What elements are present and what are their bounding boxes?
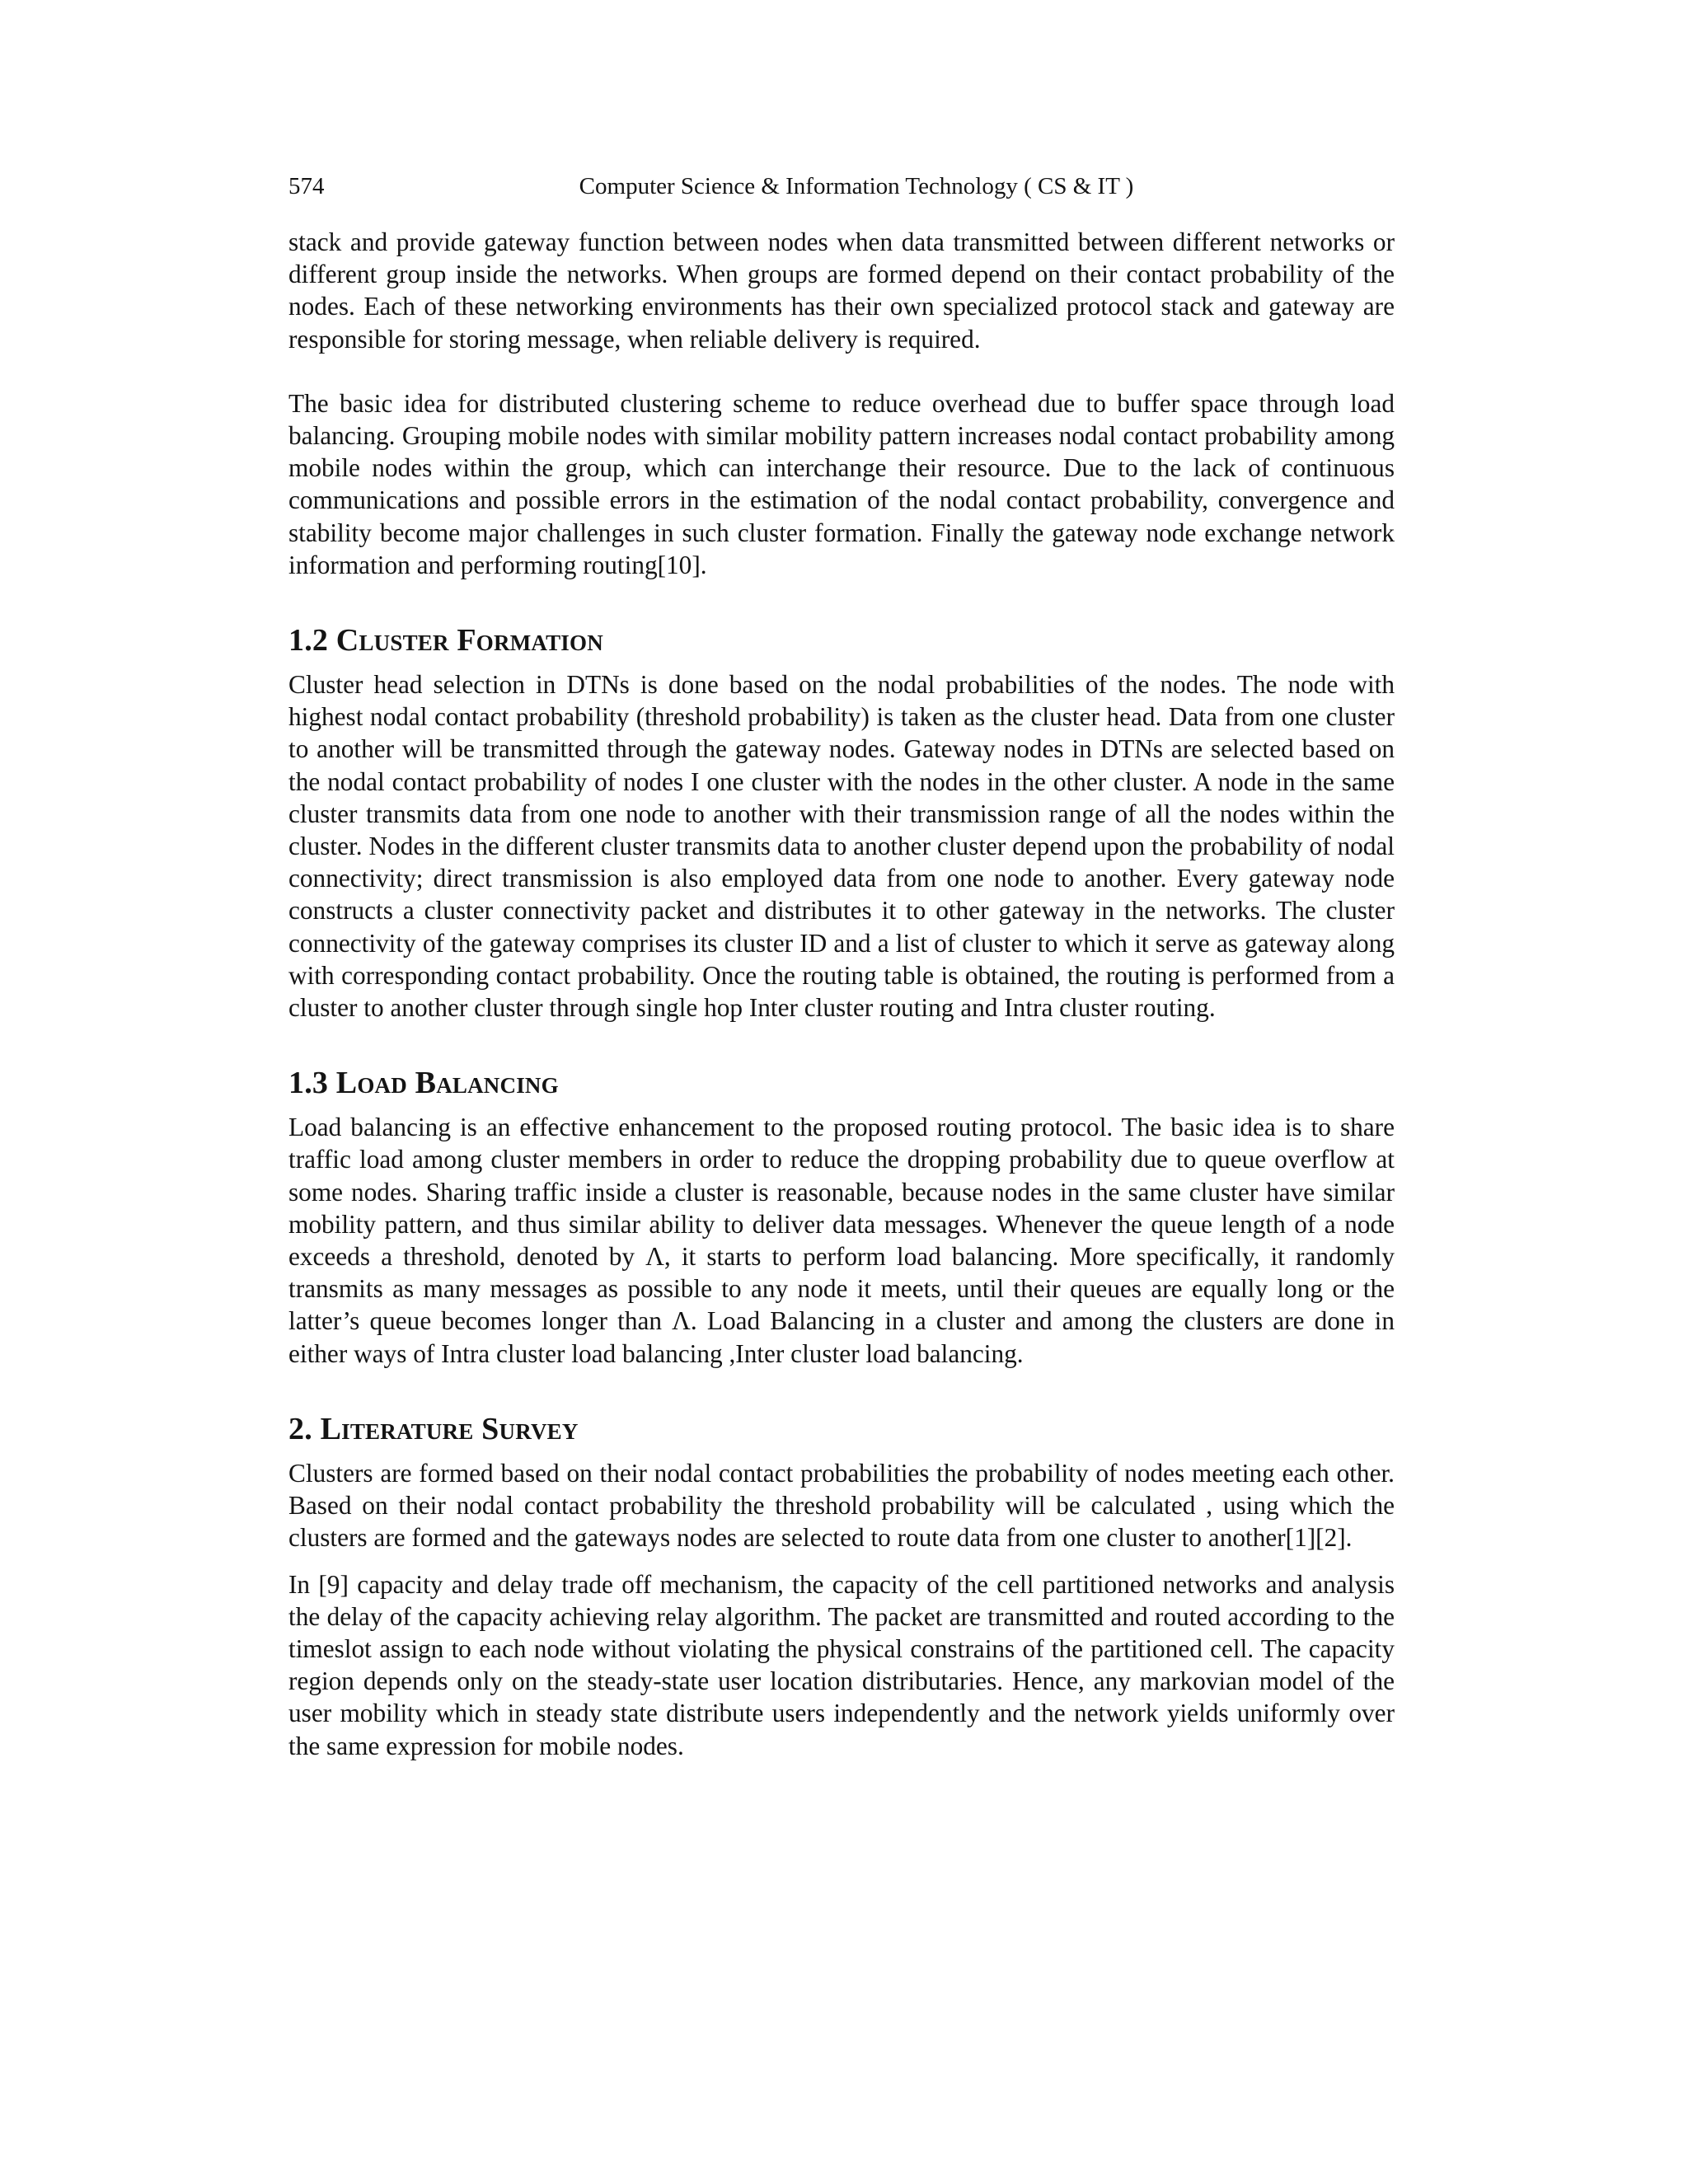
- load-balancing-paragraph: Load balancing is an effective enhancement to the proposed routing protocol. The basic idea is to share traffic load among cluster members in order to reduce the dropping probability due to queue overflow at some nodes. Sharing traffic inside a cluster is reasonable, because nodes in the same cluster have similar mobility pattern, and thus similar ability to deliver data messages. Whenever the queue length of a node exceeds a threshold, denoted by Λ, it starts to perform load balancing. More specifically, it randomly transmits as many messages as possible to any node it meets, until their queues are equally long or the latter’s queue becomes longer than Λ. Load Balancing in a cluster and among the clusters are done in either ways of Intra cluster load balancing ,Inter cluster load balancing.: [288, 1113, 1395, 1368]
- running-header: [288, 170, 1395, 203]
- literature-survey-paragraph-2: In [9] capacity and delay trade off mechanism, the capacity of the cell partitioned networks and analysis the delay of the capacity achieving relay algorithm. The packet are transmitted and routed according to the timeslot assign to each node without violating the physical constrains of the partitioned cell. The capacity region depends only on the steady-state user location distributaries. Hence, any markovian model of the user mobility which in steady state distribute users independently and the network yields uniformly over the same expression for mobile nodes.: [288, 1569, 1395, 1760]
- section-heading-cluster-formation: 1.2 Cluster Formation: [288, 623, 603, 658]
- section-heading-load-balancing: 1.3 Load Balancing: [288, 1066, 559, 1101]
- section-heading-literature-survey: 2. Literature Survey: [288, 1411, 579, 1446]
- intro-paragraph-1: stack and provide gateway function between nodes when data transmitted between different networks or different group inside the networks. When groups are formed depend on their contact probability of the nodes. Each of these networking environments has their own specialized protocol stack and gateway are responsible for storing message, when reliable delivery is required.: [288, 227, 1395, 354]
- paper-page: [288, 170, 1395, 1762]
- literature-survey-paragraph-1: Clusters are formed based on their nodal contact probabilities the probability of nodes meeting each other. Based on their nodal contact probability the threshold probability will be calculated , using which the clusters are formed and the gateways nodes are selected to route data from one cluster to another[1][2].: [288, 1458, 1395, 1553]
- page-number: 574: [288, 173, 325, 199]
- cluster-formation-paragraph: Cluster head selection in DTNs is done based on the nodal probabilities of the nodes. The node with highest nodal contact probability (threshold probability) is taken as the cluster head. Data from one cluster to another will be transmitted through the gateway nodes. Gateway nodes in DTNs are selected based on the nodal contact probability of nodes I one cluster with the nodes in the other cluster. A node in the same cluster transmits data from one node to another with their transmission range of all the nodes within the cluster. Nodes in the different cluster transmits data to another cluster depend upon the probability of nodal connectivity; direct transmission is also employed data from one node to another. Every gateway node constructs a cluster connectivity packet and distributes it to other gateway in the networks. The cluster connectivity of the gateway comprises its cluster ID and a list of cluster to which it serve as gateway along with corresponding contact probability. Once the routing table is obtained, the routing is performed from a cluster to another cluster through single hop Inter cluster routing and Intra cluster routing.: [288, 670, 1395, 1023]
- journal-title: Computer Science & Information Technology ( CS & IT ): [579, 173, 1134, 199]
- intro-paragraph-2: The basic idea for distributed clustering scheme to reduce overhead due to buffer space through load balancing. Grouping mobile nodes with similar mobility pattern increases nodal contact probability among mobile nodes within the group, which can interchange their resource. Due to the lack of continuous communications and possible errors in the estimation of the nodal contact probability, convergence and stability become major challenges in such cluster formation. Finally the gateway node exchange network information and performing routing[10].: [288, 388, 1395, 579]
